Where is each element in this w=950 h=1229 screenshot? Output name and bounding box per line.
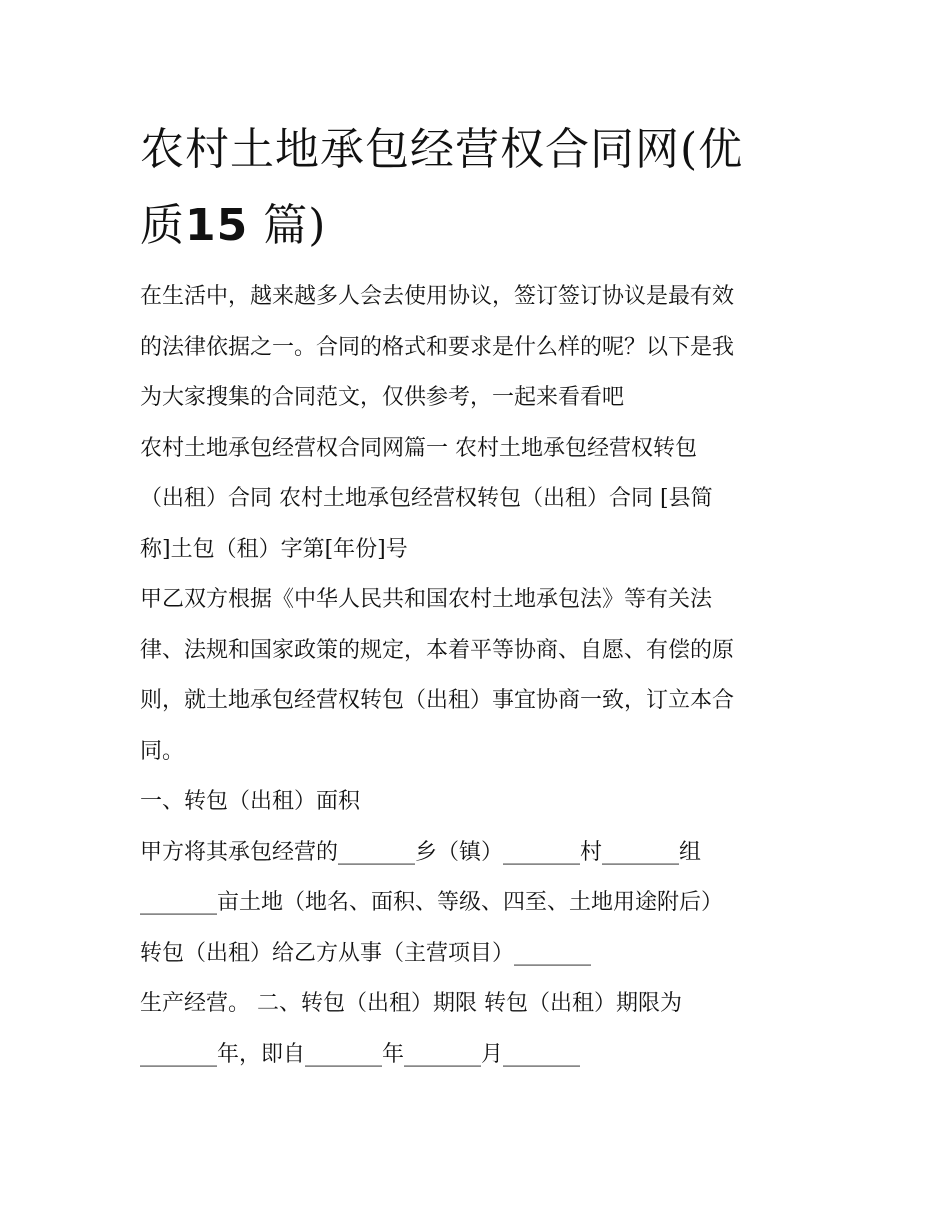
text-line: 同。 (140, 738, 185, 764)
text-line: 称]土包（租）字第[年份]号 (140, 536, 408, 562)
section-heading-area (140, 777, 830, 828)
text-line: 在生活中，越来越多人会去使用协议，签订签订协议是最有效 (140, 284, 735, 309)
text-line: 甲乙双方根据《中华人民共和国农村土地承包法》等有关法 (140, 587, 713, 612)
text-line: 甲方将其承包经营的_______乡（镇）_______村_______组 (140, 839, 702, 865)
paragraph-preamble (140, 575, 830, 777)
text-line: _______亩土地（地名、面积、等级、四至、土地用途附后） (140, 890, 724, 915)
text-line: _______年，即自_______年_______月_______ (140, 1041, 581, 1067)
title-line-2-post: 篇) (263, 200, 327, 251)
text-line: （出租）合同 农村土地承包经营权转包（出租）合同 [县简 (140, 486, 713, 511)
text-line: 农村土地承包经营权合同网篇一 农村土地承包经营权转包 (140, 435, 697, 461)
text-line: 转包（出租）给乙方从事（主营项目）_______ (140, 940, 592, 966)
paragraph-term-period (140, 979, 830, 1080)
title-line-2 (140, 188, 830, 264)
title-line-1: 农村土地承包经营权合同网(优 (140, 124, 744, 175)
text-line: 一、转包（出租）面积 (140, 789, 361, 814)
paragraph-area-terms (140, 828, 830, 980)
document-title (140, 112, 830, 264)
title-number: 15 (185, 200, 249, 251)
text-line: 的法律依据之一。合同的格式和要求是什么样的呢？以下是我 (140, 334, 735, 360)
paragraph-intro (140, 272, 830, 424)
text-line: 律、法规和国家政策的规定，本着平等协商、自愿、有偿的原 (140, 637, 735, 663)
paragraph-contract-title (140, 424, 830, 576)
document-body (140, 272, 830, 1080)
title-line-2-pre: 质 (140, 200, 185, 251)
document-page (140, 112, 830, 1080)
text-line: 生产经营。 二、转包（出租）期限 转包（出租）期限为 (140, 991, 682, 1016)
text-line: 为大家搜集的合同范文，仅供参考，一起来看看吧 (140, 385, 625, 410)
text-line: 则，就土地承包经营权转包（出租）事宜协商一致，订立本合 (140, 688, 735, 713)
